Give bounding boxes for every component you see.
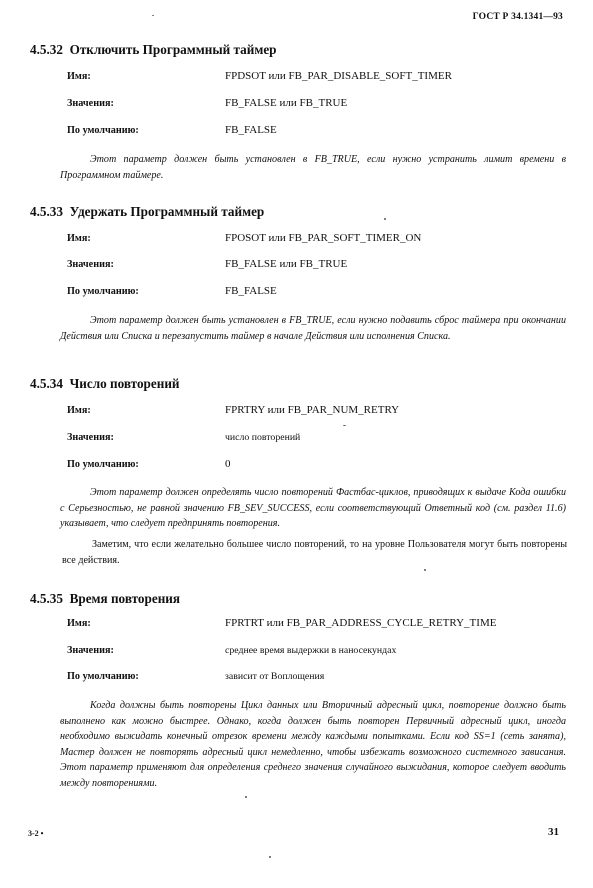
name-value: FPRTRT или FB_PAR_ADDRESS_CYCLE_RETRY_TIME — [225, 617, 497, 629]
section-title: Удержать Программный таймер — [69, 204, 265, 219]
section-title: Число повторений — [69, 376, 180, 391]
section-paragraph: Этот параметр должен быть установлен в FB_TRUE, если нужно устранить лимит времени в Программном таймере. — [60, 154, 566, 181]
default-label: По умолчанию: — [67, 671, 139, 682]
values-label: Значения: — [67, 645, 114, 656]
values-label: Значения: — [67, 432, 114, 443]
default-value: FB_FALSE — [225, 285, 277, 297]
section-paragraph: Когда должны быть повторены Цикл данных или Вторичный адресный цикл, повторение должно быть выполнено как можно быстрее. Однако, когда должен быть повторен Первичный адресный цикл, иногда необходимо выжидать конечный отрезок времени между каждыми попытками. Если код SS=1 (сеть занята), Мастер должен не повторять адресный цикл немедленно, чтобы избежать возможного системного зависания. Этот параметр применяют для определения среднего значения случайного выжидания, которое следует вводить между повторениями. — [60, 700, 566, 789]
footer-mark: 3-2 • — [28, 829, 44, 838]
name-label: Имя: — [67, 71, 91, 82]
values-value: FB_FALSE или FB_TRUE — [225, 97, 348, 109]
name-label: Имя: — [67, 233, 91, 244]
scan-speck — [384, 218, 386, 220]
section-number: 4.5.33 — [30, 204, 63, 219]
name-value: FPDSOT или FB_PAR_DISABLE_SOFT_TIMER — [225, 70, 452, 82]
values-value: число повторений — [225, 432, 301, 443]
default-value: FB_FALSE — [225, 124, 277, 136]
default-label: По умолчанию: — [67, 125, 139, 136]
section-title: Время повторения — [69, 591, 181, 606]
values-value: среднее время выдержки в наносекундах — [225, 645, 397, 656]
name-label: Имя: — [67, 618, 91, 629]
default-value: 0 — [225, 458, 231, 470]
name-label: Имя: — [67, 405, 91, 416]
section-heading — [30, 42, 277, 58]
values-value: FB_FALSE или FB_TRUE — [225, 258, 348, 270]
scan-speck — [269, 856, 271, 858]
section-paragraph: Этот параметр должен определять число повторений Фастбас-циклов, приводящих к выдаче Кода ошибки с Серьезностью, не равной значению FB_SEV_SUCCESS, если соответствующий Ответный код (см. раздел 11.6) указывает, что следует предпринять повторения. — [60, 487, 566, 530]
section-number: 4.5.35 — [30, 591, 63, 606]
section-heading — [30, 591, 180, 607]
name-value: FPRTRY или FB_PAR_NUM_RETRY — [225, 404, 400, 416]
section-paragraph: Заметим, что если желательно большее число повторений, то на уровне Пользователя могут быть повторены все действия. — [62, 539, 567, 566]
section-title: Отключить Программный таймер — [69, 42, 277, 57]
section-heading — [30, 376, 180, 392]
values-label: Значения: — [67, 259, 114, 270]
default-value: зависит от Воплощения — [225, 671, 325, 682]
name-value: FPOSOT или FB_PAR_SOFT_TIMER_ON — [225, 232, 422, 244]
section-heading — [30, 204, 264, 220]
section-number: 4.5.32 — [30, 42, 63, 57]
default-label: По умолчанию: — [67, 286, 139, 297]
scan-speck — [245, 796, 247, 798]
section-number: 4.5.34 — [30, 376, 63, 391]
page-number: 31 — [548, 826, 559, 838]
scan-speck — [152, 15, 154, 16]
scan-speck — [343, 425, 346, 426]
standard-header: ГОСТ Р 34.1341—93 — [472, 12, 563, 22]
values-label: Значения: — [67, 98, 114, 109]
default-label: По умолчанию: — [67, 459, 139, 470]
scan-speck — [424, 569, 426, 571]
section-paragraph: Этот параметр должен быть установлен в FB_TRUE, если нужно подавить сброс таймера при окончании Действия или Списка и перезапустить таймер в начале Действия или исполнения Списка. — [60, 315, 566, 342]
